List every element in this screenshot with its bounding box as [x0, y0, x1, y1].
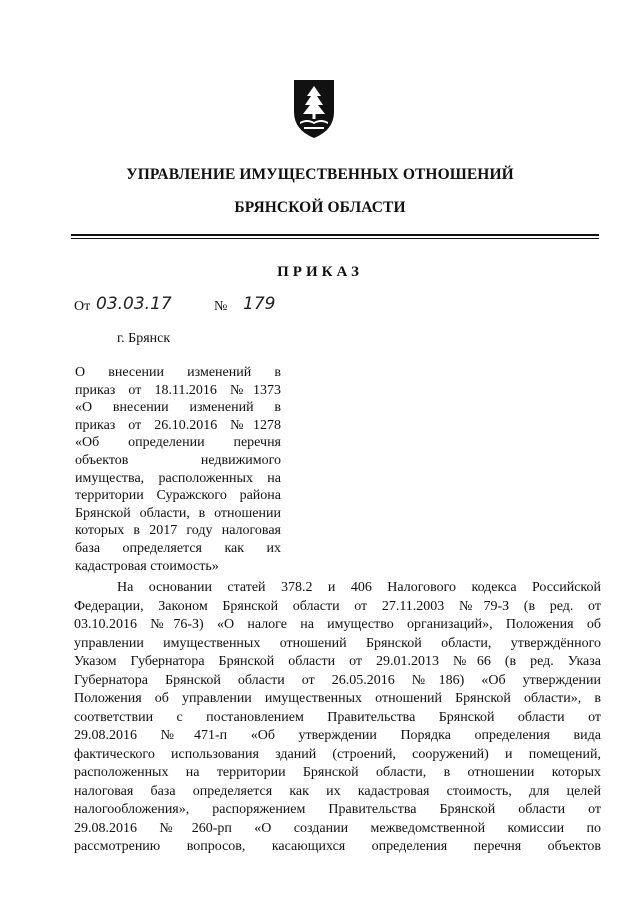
body-line: Федерации, Законом Брянской области от 27.11.2003 №79-З (в ред. от	[74, 598, 601, 614]
body-line: 29.08.2016 №260-рп «О создании межведомственной комиссии по	[74, 820, 601, 836]
body-line: налоговая база определяется как их кадастровая стоимость, для целей	[74, 783, 601, 799]
subject-line: имущества, расположенных на	[75, 470, 281, 486]
date-prefix: От	[74, 299, 91, 314]
subject-line: которых в 2017 году налоговая	[75, 523, 281, 539]
subject-line: «Об определении перечня	[75, 435, 281, 451]
date-handwritten: 03.03.17	[96, 294, 172, 314]
number-prefix: №	[214, 299, 228, 314]
number-handwritten: 179	[243, 294, 276, 314]
body-line: управлении имущественных отношений Брянской области, утверждённого	[74, 635, 601, 651]
subject-line: объектов недвижимого	[75, 452, 281, 468]
body-line: 03.10.2016 №76-З) «О налоге на имущество организаций», Положения об	[74, 617, 601, 632]
body-line: Указом Губернатора Брянской области от 29.01.2013 №66 (в ред. Указа	[74, 654, 601, 669]
organization-name-line1: УПРАВЛЕНИЕ ИМУЩЕСТВЕННЫХ ОТНОШЕНИЙ	[126, 166, 514, 183]
subject-line: приказ от 26.10.2016 №1278	[75, 417, 281, 433]
subject-line: О внесении изменений в	[75, 365, 281, 380]
body-line: соответствии с постановлением Правительства Брянской области от	[74, 709, 601, 725]
document-title: ПРИКАЗ	[277, 264, 363, 280]
body-line: Положения об управлении имущественных отношений Брянской области», в	[74, 691, 601, 706]
subject-line: «О внесении изменений в	[75, 400, 281, 416]
body-line: расположенных на территории Брянской области, в отношении которых	[74, 765, 601, 780]
body-line: фактического использования зданий (строений, сооружений) и помещений,	[74, 746, 601, 762]
subject-line: территории Суражского района	[75, 488, 281, 504]
header-divider-thick	[71, 234, 599, 236]
subject-line: приказ от 18.11.2016 №1373	[75, 382, 281, 398]
header-divider-thin	[71, 238, 599, 239]
order-body	[74, 579, 601, 857]
body-line: налогообложения», распоряжением Правительства Брянской области от	[74, 802, 601, 817]
order-subject	[75, 364, 281, 575]
subject-line: база определяется как их	[75, 540, 281, 556]
body-line: 29.08.2016 №471-п «Об утверждении Порядка определения вида	[74, 728, 601, 743]
subject-line: кадастровая стоимость»	[75, 558, 219, 574]
organization-name-line2: БРЯНСКОЙ ОБЛАСТИ	[234, 199, 406, 216]
body-line: рассмотрению вопросов, касающихся определения перечня объектов	[74, 839, 601, 854]
body-line: На основании статей 378.2 и 406 Налогового кодекса Российской	[117, 580, 601, 595]
body-line: Губернатора Брянской области от 26.05.2016 №186) «Об утверждении	[74, 672, 601, 688]
subject-line: Брянской области, в отношении	[75, 505, 281, 521]
city: г. Брянск	[117, 331, 171, 346]
bryansk-coat-of-arms-icon	[290, 78, 338, 140]
